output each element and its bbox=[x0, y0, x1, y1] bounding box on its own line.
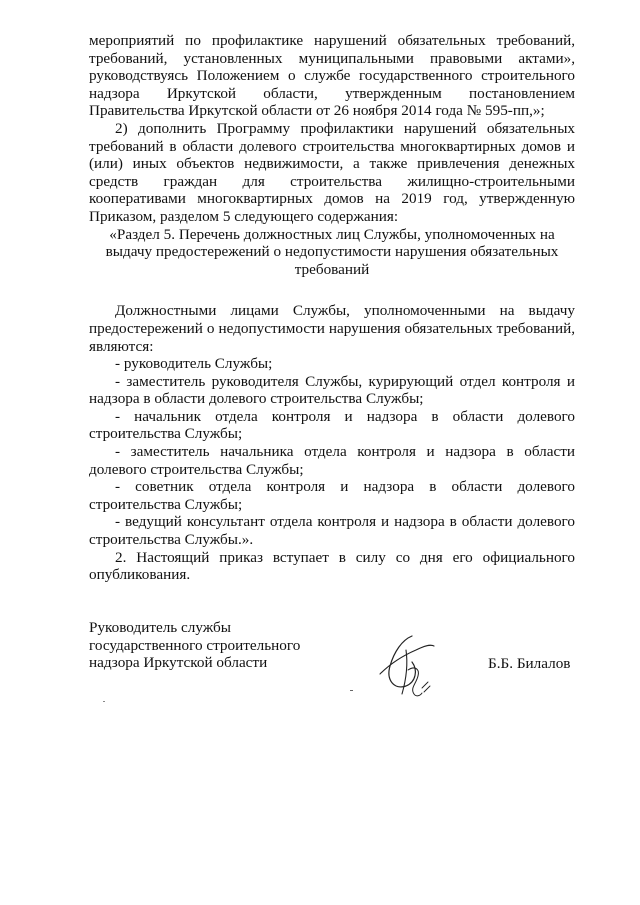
spacer bbox=[89, 278, 575, 302]
signatory-line: Руководитель службы bbox=[89, 619, 231, 636]
signatory-line: надзора Иркутской области bbox=[89, 654, 268, 672]
scan-mark bbox=[103, 701, 105, 702]
signatory-position bbox=[89, 619, 300, 672]
scan-mark bbox=[350, 690, 353, 691]
paragraph-effective: 2. Настоящий приказ вступает в силу со дня его официального опубликования. bbox=[89, 548, 575, 584]
paragraph-intro: Должностными лицами Службы, уполномоченными на выдачу предостережений о недопустимости нарушения обязательных требований, являются: bbox=[89, 302, 575, 355]
list-item: - начальник отдела контроля и надзора в области долевого строительства Службы; bbox=[89, 407, 575, 443]
signatory-line: государственного строительного bbox=[89, 636, 301, 654]
list-item: - заместитель руководителя Службы, курирующий отдел контроля и надзора в области долевого строительства Службы; bbox=[89, 372, 575, 408]
section-heading: «Раздел 5. Перечень должностных лиц Службы, уполномоченных на выдачу предостережений о недопустимости нарушения обязательных требований bbox=[105, 225, 559, 278]
document-body bbox=[89, 32, 575, 584]
handwritten-signature bbox=[372, 630, 438, 700]
paragraph-continuation: мероприятий по профилактике нарушений обязательных требований, требований, установленных муниципальными правовыми актами», руководствуясь Положением о службе государственного строительного надзора Иркутской области, утвержденным постановлением Правительства Иркутской области от 26 ноября 2014 года № 595-пп,»; bbox=[89, 32, 575, 120]
signatory-name: Б.Б. Билалов bbox=[488, 655, 571, 672]
list-item: - руководитель Службы; bbox=[115, 355, 273, 373]
list-item: - заместитель начальника отдела контроля и надзора в области долевого строительства Службы; bbox=[89, 443, 575, 478]
list-item: - ведущий консультант отдела контроля и надзора в области долевого строительства Службы.». bbox=[89, 513, 575, 549]
list-item: - советник отдела контроля и надзора в области долевого строительства Службы; bbox=[89, 478, 575, 513]
paragraph-item-2: 2) дополнить Программу профилактики нарушений обязательных требований в области долевого строительства многоквартирных домов и (или) иных объектов недвижимости, а также привлечения денежных средств граждан для строительства жилищно-строительными кооперативами многоквартирных домов на 2019 год, утвержденную Приказом, разделом 5 следующего содержания: bbox=[89, 119, 575, 225]
